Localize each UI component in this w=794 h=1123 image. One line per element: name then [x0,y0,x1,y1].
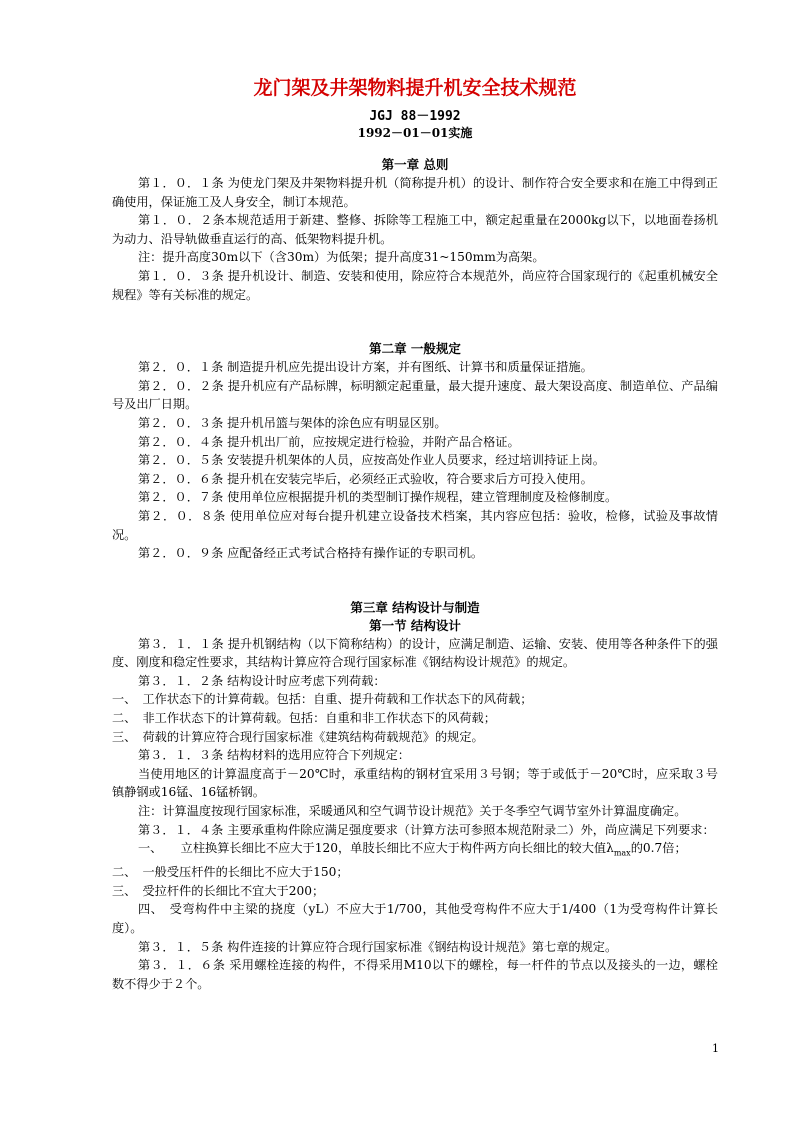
clause-2-0-3: 第２．０．３条 提升机吊篮与架体的涂色应有明显区别。 [138,415,447,430]
clause-3-1-6: 第３．１．６条 采用螺栓连接的构件，不得采用M10以下的螺栓，每一杆件的节点以及接头的一边，螺栓数不得少于２个。 [112,958,718,991]
clause-3-1-4: 第３．１．４条 主要承重构件除应满足强度要求（计算方法可参照本规范附录二）外，尚应满足下列要求： [138,822,715,837]
chapter-2-heading: 第二章 一般规定 [369,341,461,357]
clause-3-1-1: 第３．１．１条 提升机钢结构（以下简称结构）的设计，应满足制造、运输、安装、使用等各种条件下的强度、刚度和稳定性要求，其结构计算应符合现行国家标准《钢结构设计规范》的规定。 [112,636,718,670]
clause-2-0-8: 第２．０．８条 使用单位应对每台提升机建立设备技术档案，其内容应包括：验收，检修，试验及事故情况。 [112,508,718,542]
clause-3-1-5: 第３．１．５条 构件连接的计算应符合现行国家标准《钢结构设计规范》第七章的规定。 [138,939,618,954]
load-item-3: 三、 荷载的计算应符合现行国家标准《建筑结构荷载规范》的规定。 [112,729,484,744]
requirement-item-1-text: 一、 立柱换算长细比不应大于120，单肢长细比不应大于构件两方向长细比的较大值λ [138,841,614,856]
load-item-1: 一、 工作状态下的计算荷载。包括：自重、提升荷载和工作状态下的风荷载； [112,692,533,707]
requirement-item-1-tail: 的0.7倍； [630,841,687,856]
clause-2-0-1: 第２．０．１条 制造提升机应先提出设计方案，并有图纸、计算书和质量保证措施。 [138,360,593,375]
clause-3-1-3-note: 注：计算温度按现行国家标准，采暖通风和空气调节设计规范》关于冬季空气调节室外计算温度确定。 [138,804,687,819]
chapter-3-heading: 第三章 结构设计与制造 [350,599,480,615]
requirement-item-4: 四、 受弯构件中主梁的挠度（yL）不应大于1/700，其他受弯构件不应大于1/400（1为受弯构件计算长度）。 [112,902,718,936]
lambda-max-subscript: max [613,848,631,858]
page-number: 1 [712,1042,719,1055]
chapter-1-heading: 第一章 总则 [381,157,449,172]
clause-2-0-5: 第２．０．５条 安装提升机架体的人员，应按高处作业人员要求，经过培训持证上岗。 [138,453,605,468]
clause-1-0-3: 第１．０．３条 提升机设计、制造、安装和使用，除应符合本规范外，尚应符合国家现行的《起重机械安全规程》等有关标准的规定。 [112,268,718,302]
standard-number: JGJ 88－1992 [369,109,461,124]
load-item-2: 二、 非工作状态下的计算荷载。包括：自重和非工作状态下的风荷载； [112,711,496,726]
document-title: 龙门架及井架物料提升机安全技术规范 [253,77,577,99]
clause-3-1-3-text: 当使用地区的计算温度高于－20℃时，承重结构的钢材宜采用３号钢；等于或低于－20℃时，应采取３号镇静钢或16锰、16锰桥钢。 [112,766,718,800]
document-page [112,76,718,993]
section-1-heading: 第一节 结构设计 [369,617,461,633]
clause-1-0-2: 第１．０．２条本规范适用于新建、整修、拆除等工程施工中，额定起重量在2000kg以下，以地面卷扬机为动力、沿导轨做垂直运行的高、低架物料提升机。 [112,213,718,246]
requirement-item-2: 二、 一般受压杆件的长细比不应大于150； [112,865,349,880]
clause-2-0-7: 第２．０．７条 使用单位应根据提升机的类型制订操作规程，建立管理制度及检修制度。 [138,490,618,505]
effective-date: 1992－01－01实施 [357,126,473,140]
requirement-item-1 [112,839,718,863]
requirement-item-3: 三、 受拉杆件的长细比不宜大于200； [112,883,325,898]
clause-2-0-9: 第２．０．９条 应配备经正式考试合格持有操作证的专职司机。 [138,546,484,561]
clause-2-0-4: 第２．０．４条 提升机出厂前，应按规定进行检验，并附产品合格证。 [138,434,520,449]
clause-2-0-2: 第２．０．２条 提升机应有产品标牌，标明额定起重量，最大提升速度、最大架设高度、制造单位、产品编号及出厂日期。 [112,378,718,412]
clause-3-1-2: 第３．１．２条 结构设计时应考虑下列荷载： [138,673,386,688]
clause-1-0-2-note: 注：提升高度30m以下（含30m）为低架；提升高度31~150mm为高架。 [138,250,545,265]
clause-2-0-6: 第２．０．６条 提升机在安装完毕后，必须经正式验收，符合要求后方可投入使用。 [138,471,593,486]
clause-1-0-1: 第１．０．１条 为使龙门架及井架物料提升机（简称提升机）的设计、制作符合安全要求和在施工中得到正确使用，保证施工及人身安全，制订本规范。 [112,176,718,209]
clause-3-1-3: 第３．１．３条 结构材料的选用应符合下列规定： [138,748,410,763]
